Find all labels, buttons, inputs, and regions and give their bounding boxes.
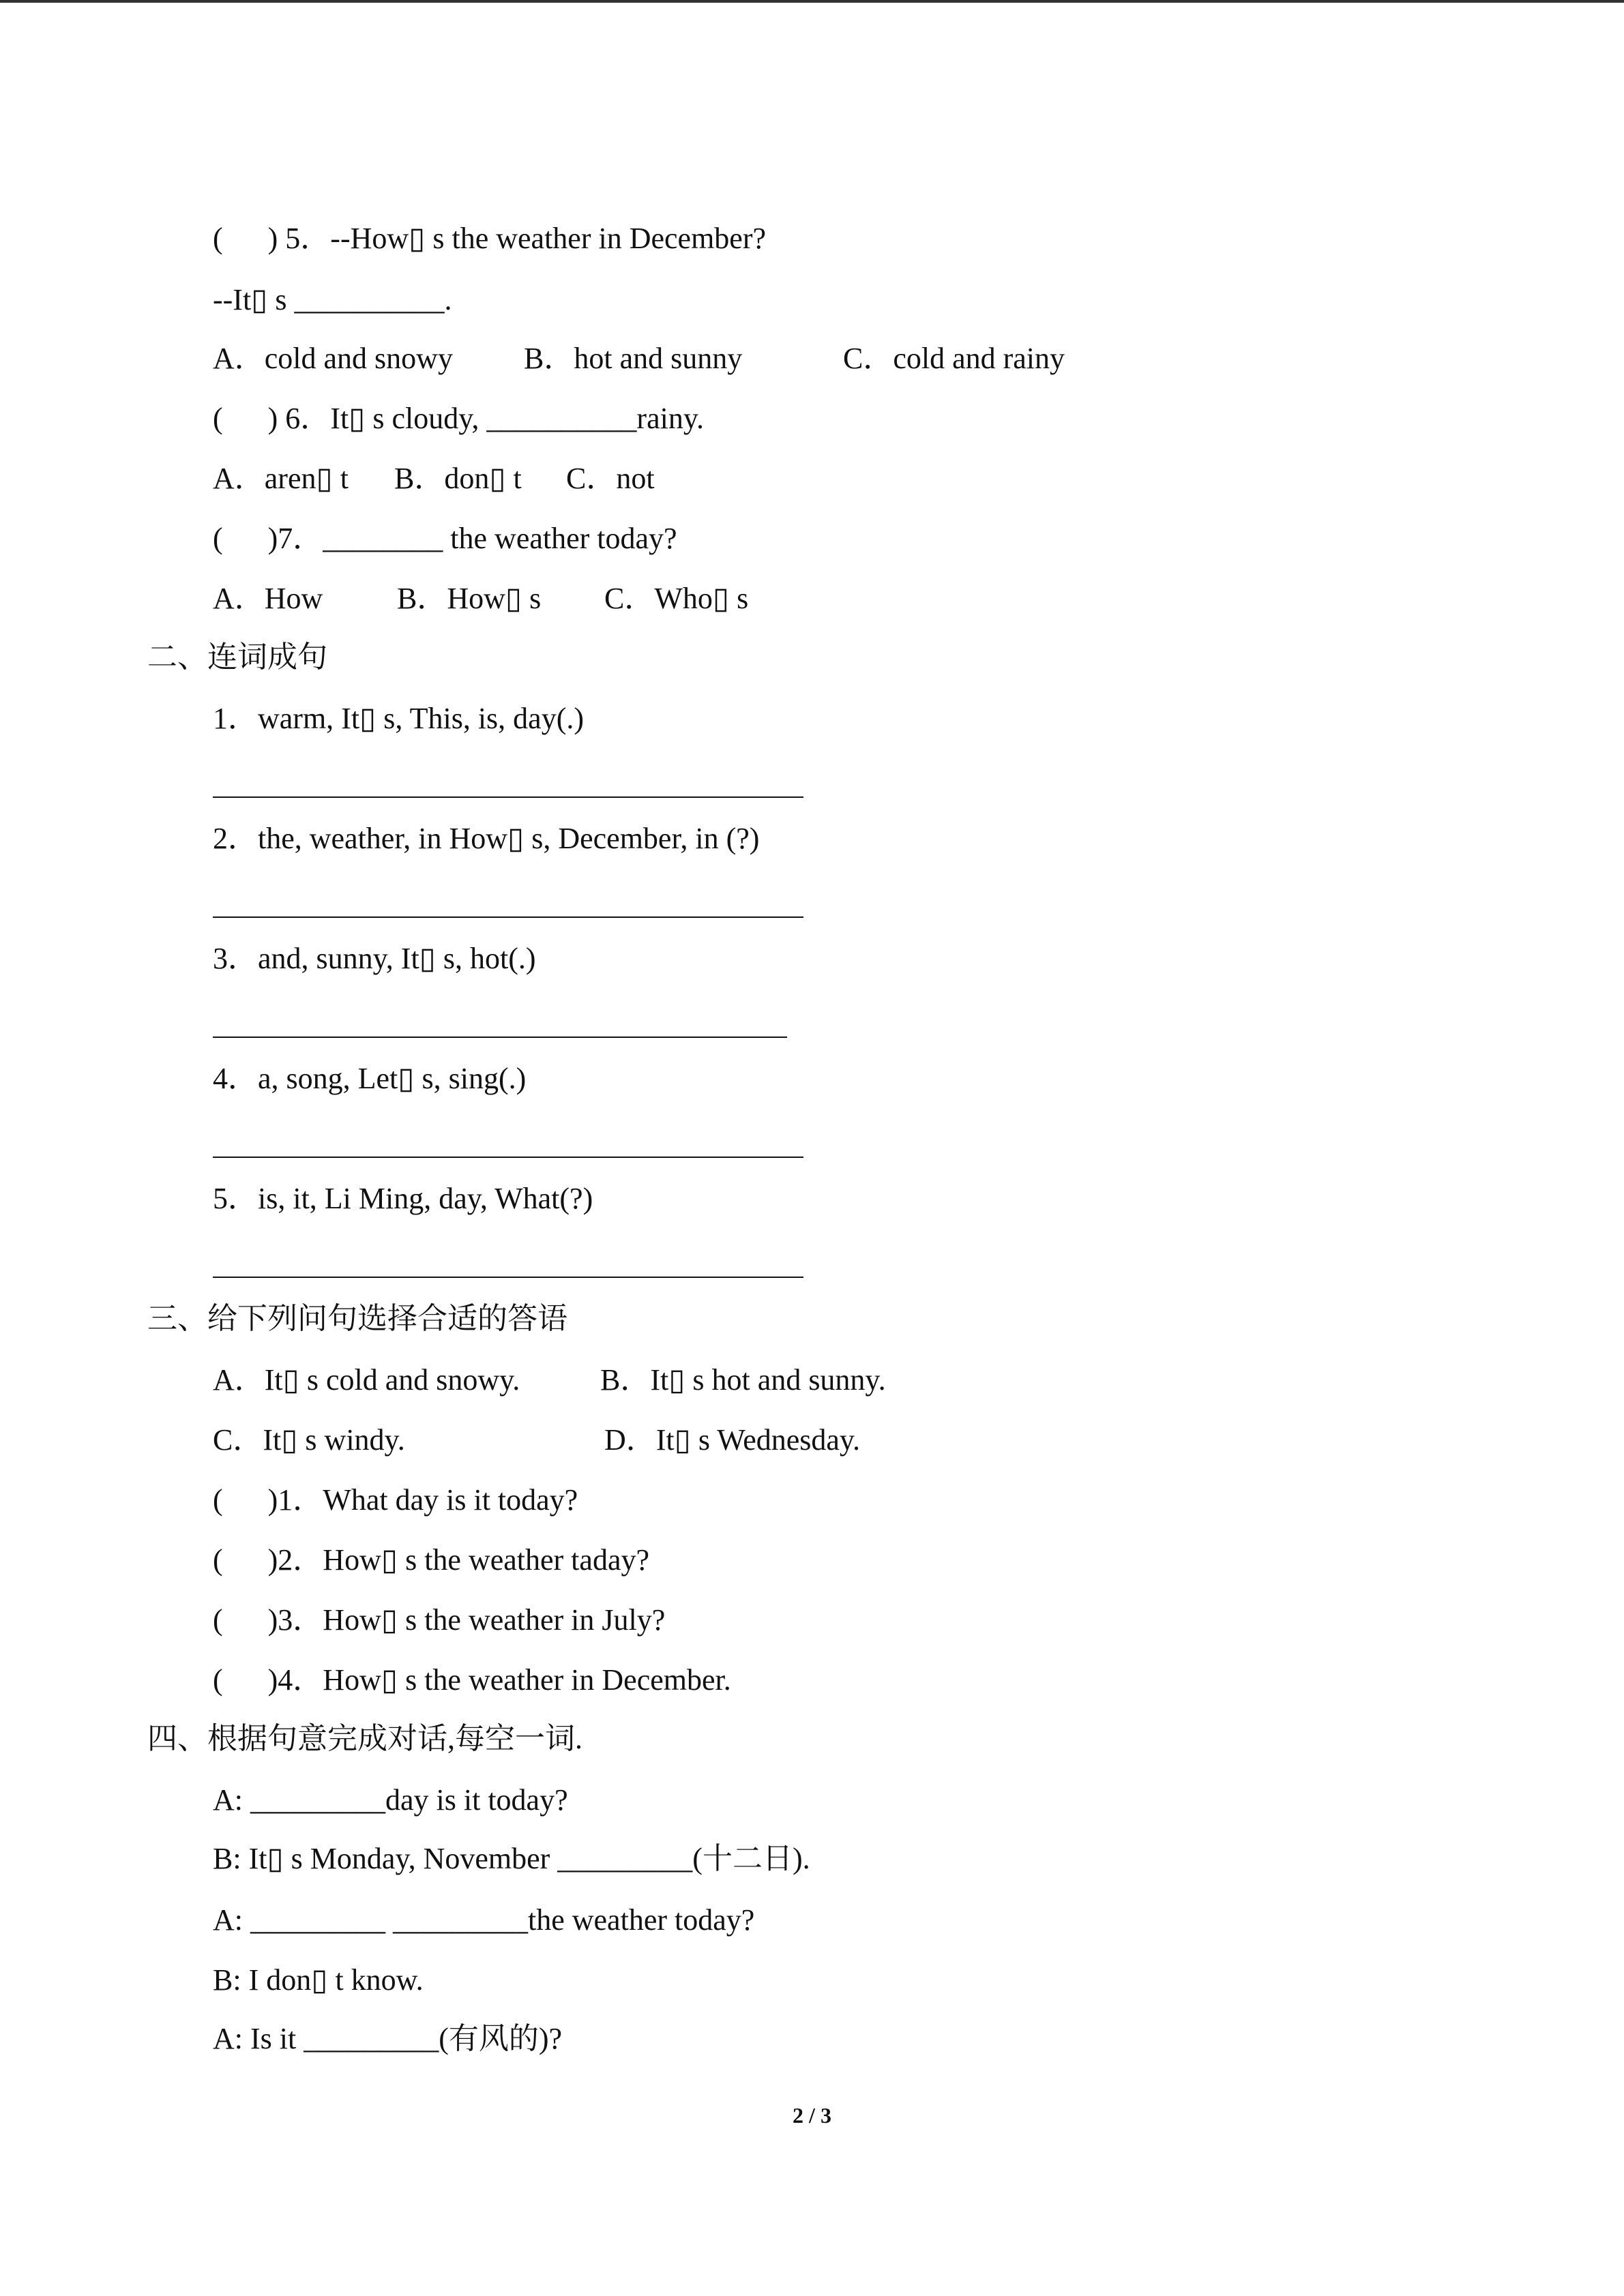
q7-option-c: C．Who▯ s xyxy=(604,582,749,615)
match-question-3: ( )3．How▯ s the weather in July? xyxy=(213,1603,666,1637)
match-question-4: ( )4．How▯ s the weather in December. xyxy=(213,1663,731,1697)
q5-option-a: A．cold and snowy xyxy=(213,342,453,375)
q5-option-b: B．hot and sunny xyxy=(524,342,743,375)
reorder-item-3: 3．and, sunny, It▯ s, hot(.) xyxy=(213,942,536,975)
q7-option-a: A．How xyxy=(213,582,323,615)
q5-stem: ( ) 5．--How▯ s the weather in December? xyxy=(213,222,767,255)
q6-option-c: C．not xyxy=(566,462,655,495)
section-2-heading: 二、连词成句 xyxy=(147,640,327,674)
section-3-heading: 三、给下列问句选择合适的答语 xyxy=(147,1302,567,1335)
q6-option-b: B．don▯ t xyxy=(394,462,522,495)
answer-option-d: D．It▯ s Wednesday. xyxy=(604,1423,861,1457)
match-question-2: ( )2．How▯ s the weather taday? xyxy=(213,1543,649,1577)
dialogue-line-4: B: I don▯ t know. xyxy=(213,1963,424,1997)
q6-stem: ( ) 6．It▯ s cloudy, __________rainy. xyxy=(213,402,704,435)
page-number: 2 / 3 xyxy=(793,2103,831,2128)
q7-stem: ( )7．________ the weather today? xyxy=(213,522,677,555)
answer-option-c: C．It▯ s windy. xyxy=(213,1423,405,1457)
answer-line-1 xyxy=(213,796,803,798)
answer-line-4 xyxy=(213,1157,803,1158)
reorder-item-2: 2．the, weather, in How▯ s, December, in (?) xyxy=(213,822,760,855)
reorder-item-1: 1．warm, It▯ s, This, is, day(.) xyxy=(213,702,585,735)
q7-option-b: B．How▯ s xyxy=(397,582,542,615)
q6-option-a: A．aren▯ t xyxy=(213,462,349,495)
answer-line-2 xyxy=(213,916,803,918)
answer-line-5 xyxy=(213,1277,803,1278)
reorder-item-4: 4．a, song, Let▯ s, sing(.) xyxy=(213,1062,527,1095)
answer-option-b: B．It▯ s hot and sunny. xyxy=(600,1363,886,1397)
section-4-heading: 四、根据句意完成对话,每空一词. xyxy=(147,1722,582,1755)
dialogue-line-3: A: _________ _________the weather today? xyxy=(213,1903,755,1937)
answer-line-3 xyxy=(213,1037,787,1038)
dialogue-line-2: B: It▯ s Monday, November _________(十二日). xyxy=(213,1842,810,1875)
match-question-1: ( )1．What day is it today? xyxy=(213,1483,578,1517)
reorder-item-5: 5．is, it, Li Ming, day, What(?) xyxy=(213,1182,593,1215)
q5-reply: --It▯ s __________. xyxy=(213,283,452,316)
dialogue-line-5: A: Is it _________(有风的)? xyxy=(213,2022,563,2055)
answer-option-a: A．It▯ s cold and snowy. xyxy=(213,1363,520,1397)
q5-option-c: C．cold and rainy xyxy=(843,342,1065,375)
dialogue-line-1: A: _________day is it today? xyxy=(213,1783,568,1817)
